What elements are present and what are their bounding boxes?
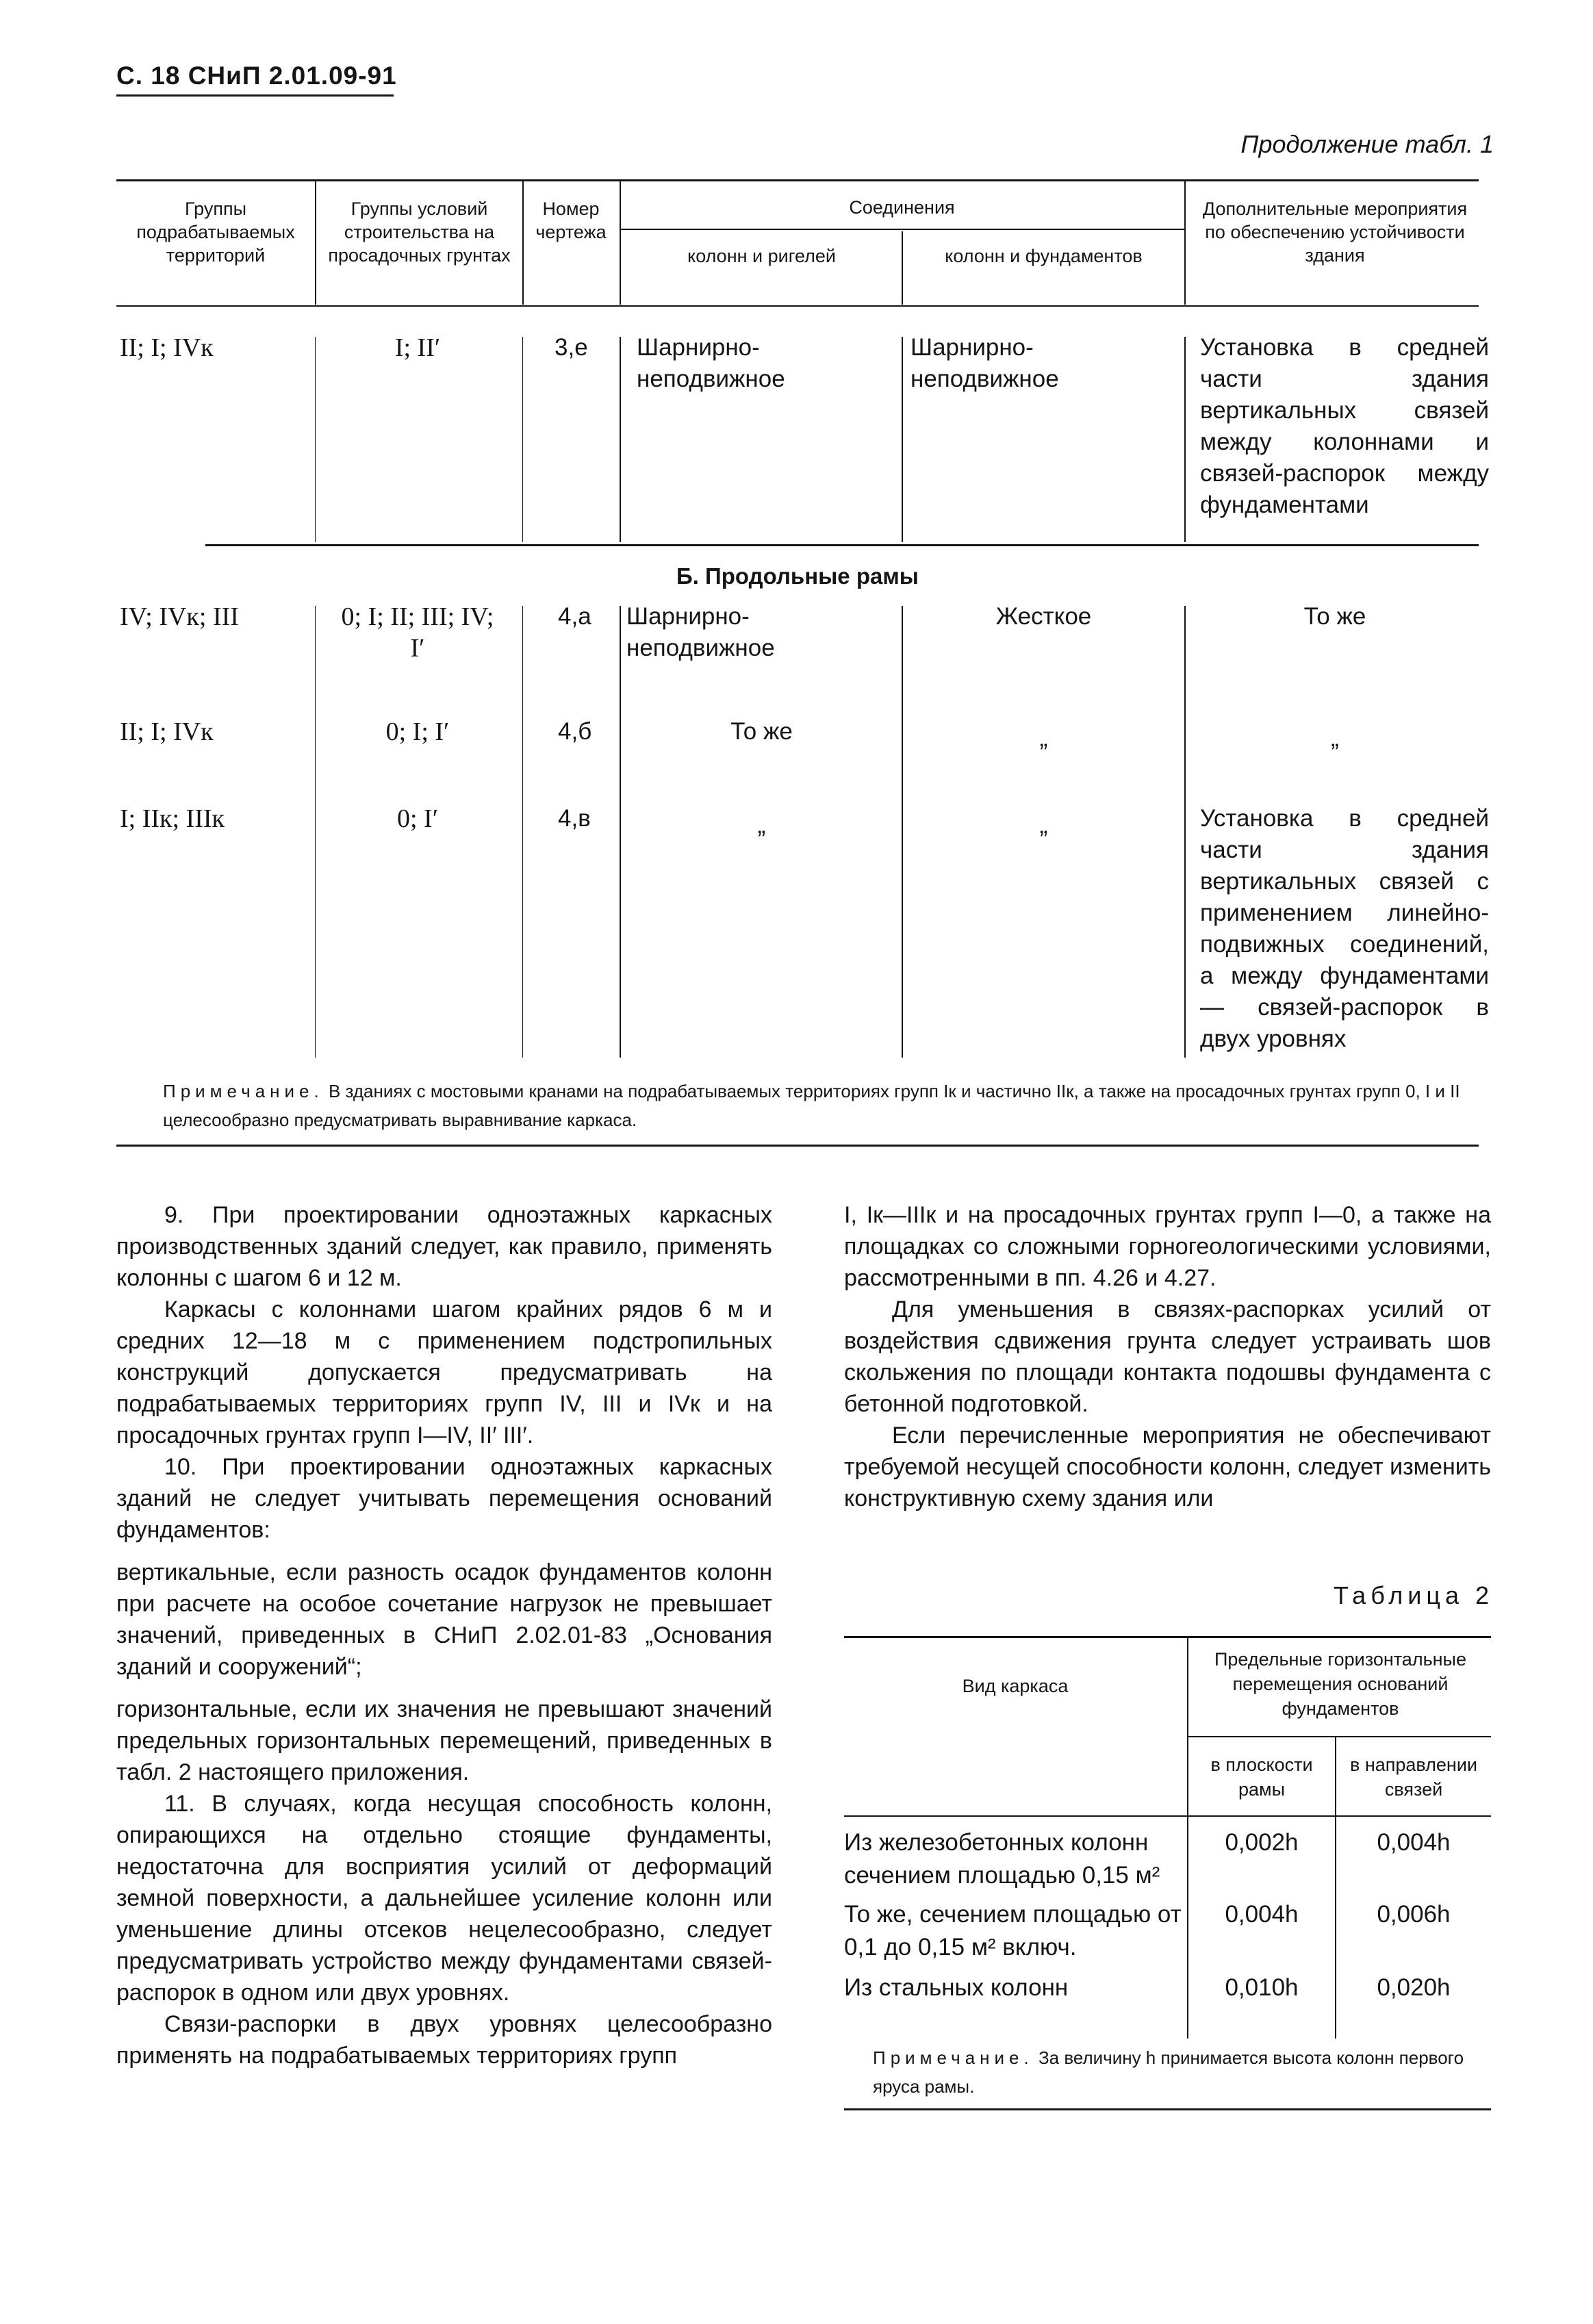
- note-text: За величину h принимается высота колонн первого яруса рамы.: [873, 2047, 1464, 2097]
- header-additional-measures: Дополнительные мероприятия по обеспечению устойчивости здания: [1202, 199, 1468, 266]
- header-columns-foundations: колонн и фундаментов: [945, 246, 1143, 266]
- cell-conditions: 0; I; II; III; IV; I′: [341, 602, 494, 663]
- header-connections: Соединения: [849, 197, 955, 218]
- page-reference: С. 18 СНиП 2.01.09-91: [116, 62, 397, 90]
- cell-along-bracing: 0,004h: [1377, 1829, 1451, 1856]
- paragraph: I, Iк—IIIк и на просадочных грунтах групп I—0, а также на площадках со сложными горногеологическими условиями, рассмотренными в пп. 4.26 и 4.27.: [844, 1202, 1491, 1291]
- paragraph: Если перечисленные мероприятия не обеспечивают требуемой несущей способности колонн, следует изменить конструктивную схему здания или: [844, 1422, 1491, 1511]
- table-2-note: [873, 2043, 1489, 2101]
- header-in-frame-plane: в плоскости рамы: [1210, 1754, 1313, 1800]
- body-left-column: [116, 1199, 772, 2071]
- header-limit-displacement: Предельные горизонтальные перемещения оснований фундаментов: [1214, 1649, 1466, 1719]
- cell-drawing: 4,б: [558, 718, 592, 745]
- cell-along-bracing: 0,006h: [1377, 1901, 1451, 1928]
- row-divider: [620, 337, 621, 542]
- paragraph: 10. При проектировании одноэтажных каркасных зданий не следует учитывать перемещения оснований фундаментов:: [116, 1454, 772, 1543]
- header-columns-beams: колонн и ригелей: [687, 246, 836, 266]
- cell-columns-beams: Шарнирно-неподвижное: [637, 334, 785, 392]
- cell-columns-beams: „: [757, 812, 766, 839]
- header-undermined-groups: Группы подрабатываемых территорий: [136, 199, 295, 266]
- header-divider: [1184, 181, 1186, 305]
- cell-conditions: I; II′: [394, 333, 441, 362]
- row-divider: [902, 606, 903, 1058]
- section-b-title: Б. Продольные рамы: [676, 563, 919, 589]
- header-along-bracing: в направлении связей: [1350, 1754, 1477, 1800]
- header-bottom-rule: [116, 305, 1479, 307]
- row-divider: [315, 337, 316, 542]
- cell-frame-kind: Из стальных колонн: [844, 1974, 1069, 2001]
- section-b-rule: [205, 544, 1479, 546]
- cell-drawing: 3,е: [555, 334, 588, 361]
- body-right-column: [844, 1199, 1491, 1514]
- header-frame-kind: Вид каркаса: [962, 1676, 1069, 1696]
- cell-columns-beams: Шарнирно-неподвижное: [626, 603, 775, 661]
- cell-along-bracing: 0,020h: [1377, 1974, 1451, 2001]
- cell-in-plane: 0,004h: [1225, 1901, 1299, 1928]
- cell-drawing: 4,а: [558, 603, 591, 630]
- note-label: Примечание.: [163, 1081, 324, 1101]
- paragraph: Связи-распорки в двух уровнях целесообразно применять на подрабатываемых территориях групп: [116, 2011, 772, 2069]
- row-divider: [522, 606, 523, 1058]
- cell-drawing: 4,в: [558, 805, 591, 832]
- table-continuation-label: Продолжение табл. 1: [1240, 130, 1494, 158]
- cell-columns-foundations: „: [1039, 812, 1048, 839]
- header-divider: [522, 181, 524, 305]
- row-divider: [1184, 606, 1186, 1058]
- table-bottom-rule: [116, 1145, 1479, 1147]
- paragraph: 9. При проектировании одноэтажных каркасных производственных зданий следует, как правило, применять колонны с шагом 6 и 12 м.: [116, 1202, 772, 1291]
- paragraph: Для уменьшения в связях-распорках усилий от воздействия сдвижения грунта следует устраивать шов скольжения по площади контакта подошвы фундамента с бетонной подготовкой.: [844, 1297, 1491, 1417]
- cell-conditions: 0; I; I′: [385, 717, 450, 746]
- table-top-rule: [116, 179, 1479, 181]
- table-1-note: [163, 1077, 1496, 1134]
- header-divider: [902, 231, 903, 305]
- cell-groups: II; I; IVк: [120, 333, 214, 362]
- paragraph: Каркасы с колоннами шагом крайних рядов 6 м и средних 12—18 м с применением подстропильных конструкций допускается предусматривать на подрабатываемых территориях групп IV, III и IVк и на просадочных грунтах групп I—IV, II′ III′.: [116, 1297, 772, 1448]
- cell-groups: I; IIк; IIIк: [120, 804, 225, 833]
- row-divider: [522, 337, 523, 542]
- cell-frame-kind: Из железобетонных колонн сечением площадью 0,15 м²: [844, 1829, 1160, 1889]
- cell-frame-kind: То же, сечением площадью от 0,1 до 0,15 м² включ.: [844, 1901, 1182, 1961]
- cell-in-plane: 0,010h: [1225, 1974, 1299, 2001]
- paragraph: горизонтальные, если их значения не превышают значений предельных горизонтальных перемещений, приведенных в табл. 2 настоящего приложения.: [116, 1696, 772, 1785]
- connections-subheader-rule: [620, 229, 1184, 230]
- cell-columns-foundations: „: [1039, 725, 1048, 752]
- row-divider: [620, 606, 621, 1058]
- cell-columns-beams: То же: [730, 718, 793, 745]
- cell-measures: Установка в средней части здания вертикальных связей между колоннами и связей-распорок между фундаментами: [1200, 334, 1489, 518]
- table-2-title: Таблица 2: [1333, 1581, 1494, 1609]
- table-2-divider: [1187, 1638, 1188, 2039]
- note-label: Примечание.: [873, 2047, 1034, 2068]
- table-2-top-rule: [844, 1636, 1491, 1638]
- table-2-divider: [1335, 1737, 1336, 2039]
- note-text: В зданиях с мостовыми кранами на подрабатываемых территориях групп Iк и частично IIк, а также на просадочных грунтах групп 0, I и II целесообразно предусматривать выравнивание каркаса.: [163, 1081, 1460, 1130]
- cell-measures: „: [1331, 725, 1339, 752]
- cell-columns-foundations: Жесткое: [995, 603, 1092, 630]
- cell-measures: То же: [1303, 603, 1366, 630]
- table-2-bottom-rule: [844, 2108, 1491, 2110]
- paragraph: 11. В случаях, когда несущая способность колонн, опирающихся на отдельно стоящие фундаменты, недостаточна для восприятия усилий от деформаций земной поверхности, а дальнейшее усиление колонн или уменьшение длины отсеков нецелесообразно, следует предусматривать устройство между фундаментами связей-распорок в одном или двух уровнях.: [116, 1791, 772, 2006]
- header-divider: [315, 181, 316, 305]
- cell-groups: IV; IVк; III: [120, 602, 239, 631]
- cell-groups: II; I; IVк: [120, 717, 214, 746]
- cell-columns-foundations: Шарнирно-неподвижное: [910, 334, 1059, 392]
- header-drawing-number: Номер чертежа: [535, 199, 607, 242]
- paragraph: вертикальные, если разность осадок фундаментов колонн при расчете на особое сочетание нагрузок не превышает значений, приведенных в СНиП 2.02.01-83 „Основания зданий и сооружений“;: [116, 1559, 772, 1680]
- row-divider: [902, 337, 903, 542]
- header-underline: [116, 94, 394, 97]
- cell-measures: Установка в средней части здания вертикальных связей с применением линейно-подвижных соединений, а между фундаментами — связей-распорок в двух уровнях: [1200, 805, 1489, 1052]
- row-divider: [315, 606, 316, 1058]
- table-2-subheader-rule: [1187, 1736, 1491, 1737]
- header-construction-groups: Группы условий строительства на просадочных грунтах: [328, 199, 511, 266]
- row-divider: [1184, 337, 1186, 542]
- cell-conditions: 0; I′: [396, 804, 439, 833]
- table-2-header-rule: [844, 1815, 1491, 1817]
- cell-in-plane: 0,002h: [1225, 1829, 1299, 1856]
